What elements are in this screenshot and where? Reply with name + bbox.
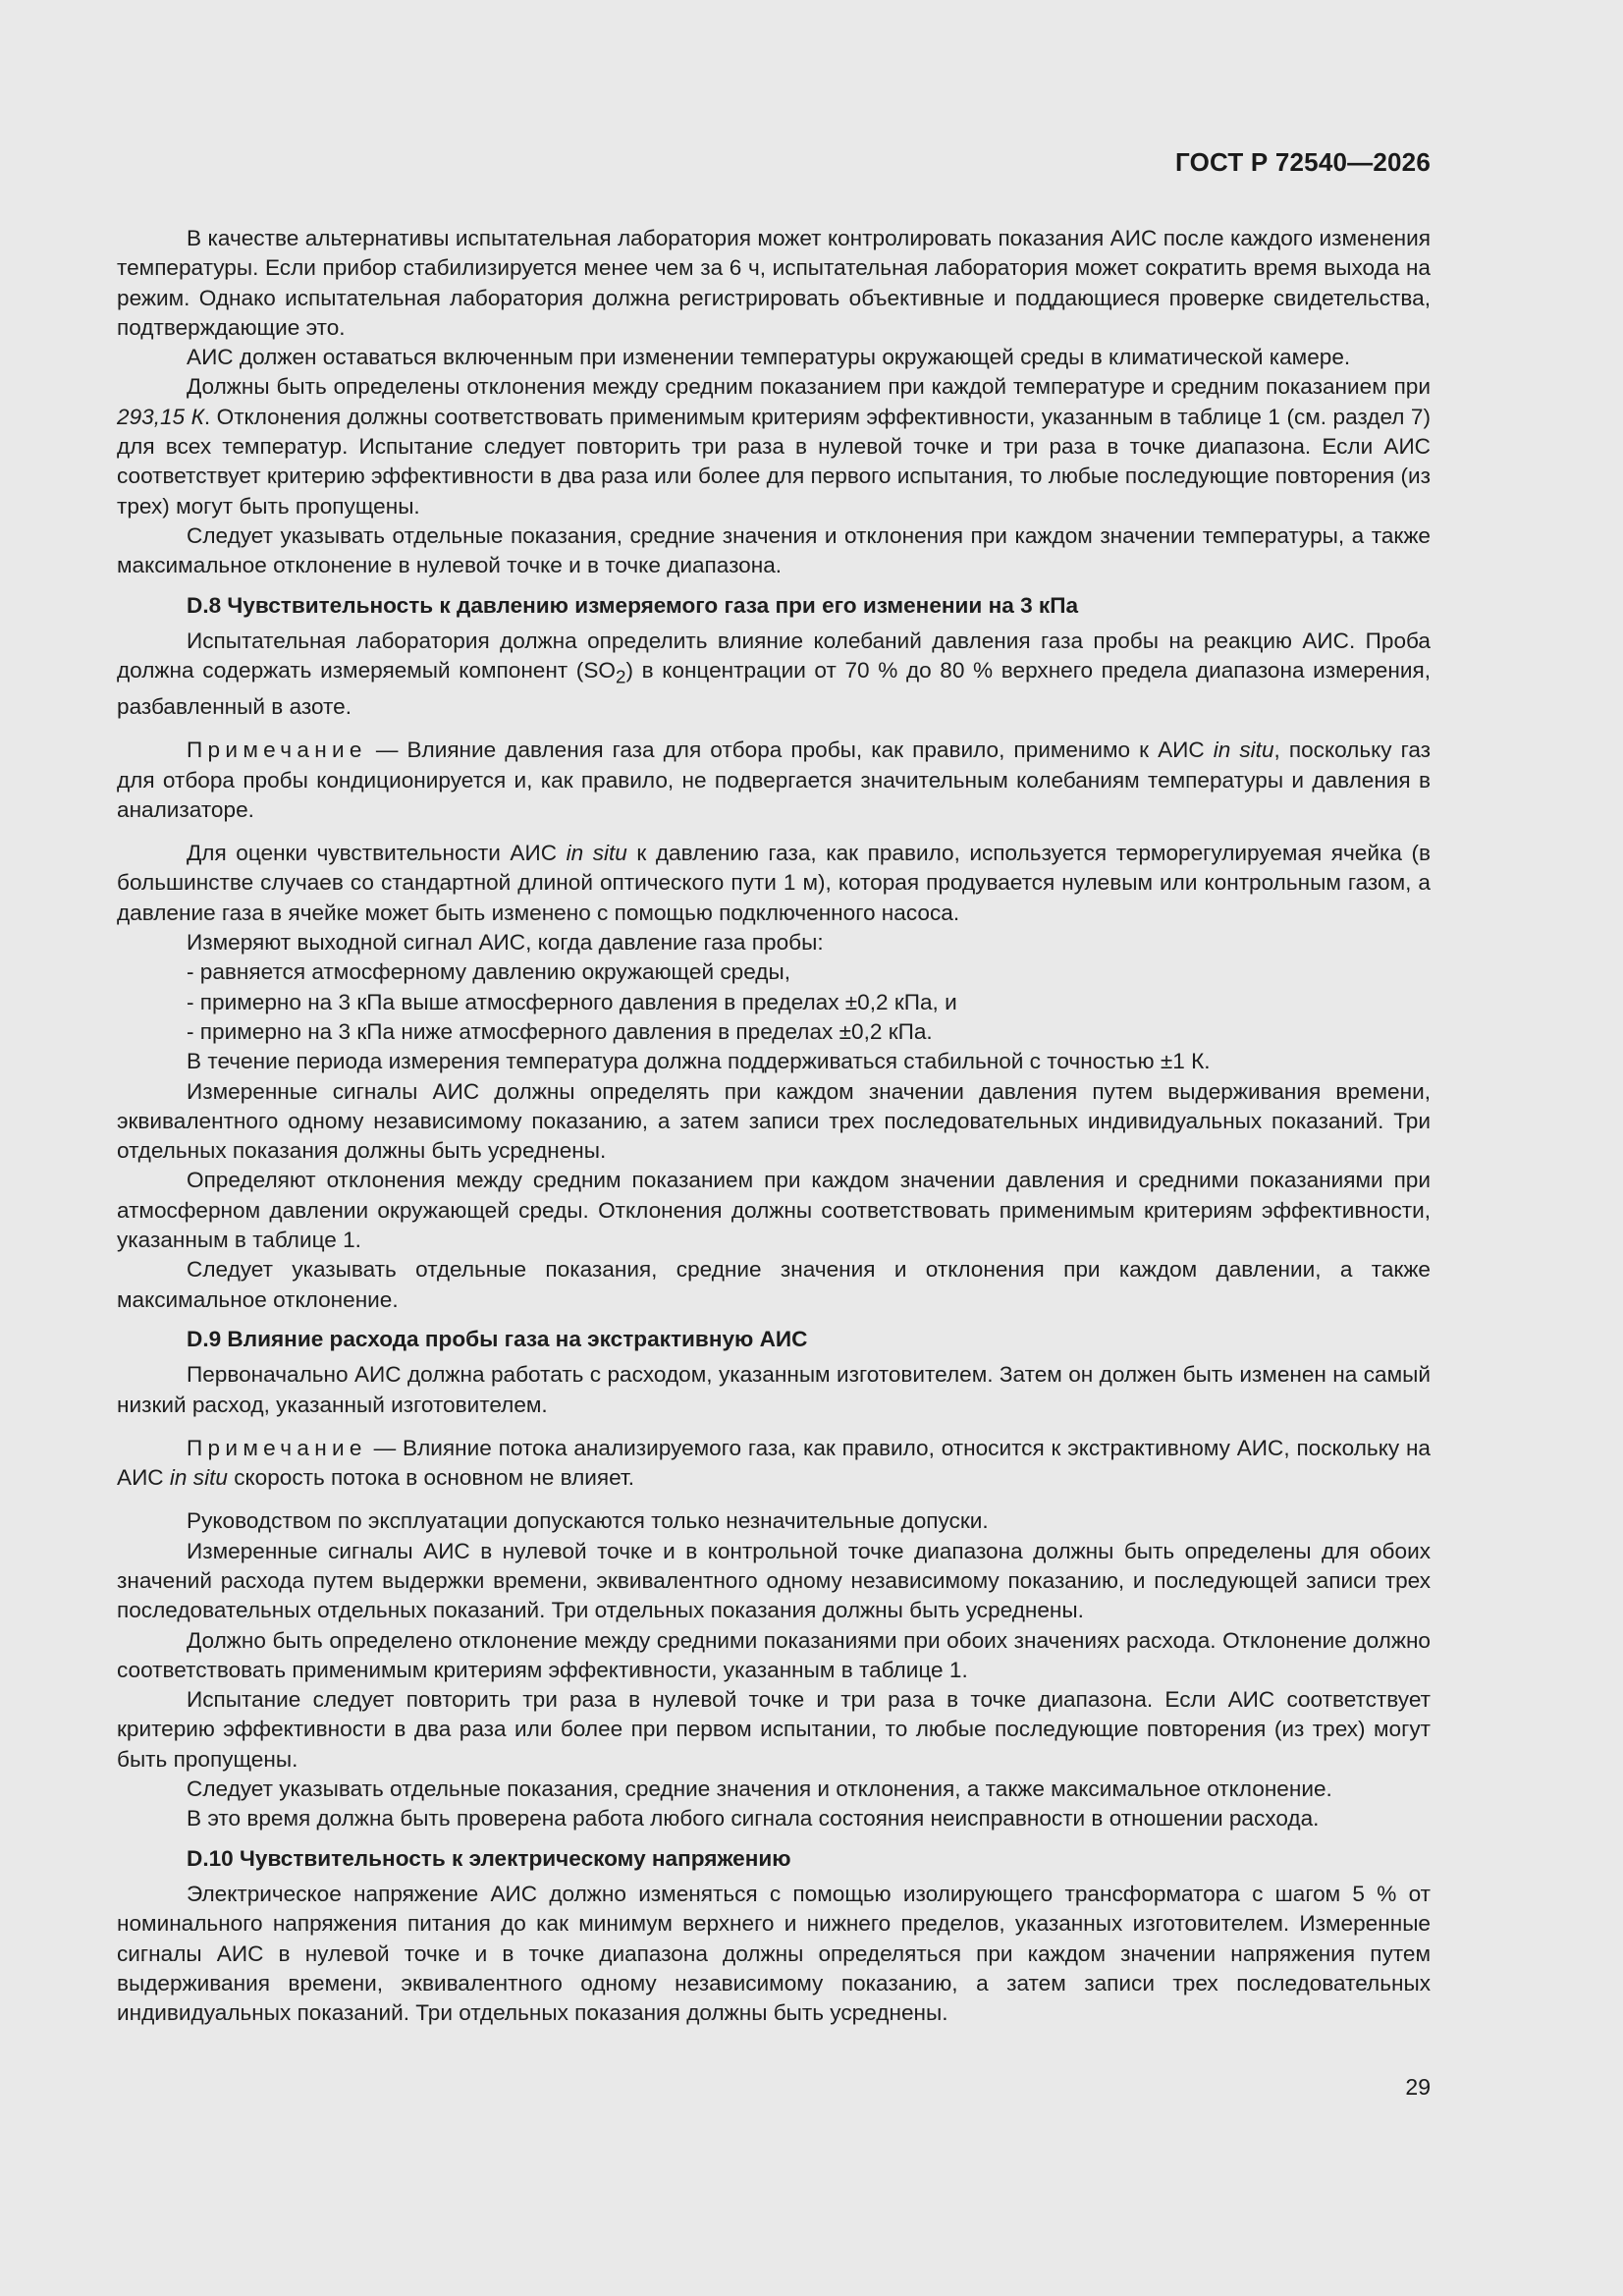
note (117, 1434, 1431, 1494)
note-label: Примечание (187, 1435, 367, 1460)
paragraph-text: . Отклонения должны соответствовать применимым критериям эффективности, указанным в таблице 1 (см. раздел 7) для всех температур. Испытание следует повторить три раза в нулевой точке и три раза в точке диапазона. Если АИС соответствует критерию эффективности в два раза или более для первого испытания, то любые последующие повторения (из трех) могут быть пропущены. (117, 404, 1432, 519)
paragraph-text: Испытательная лаборатория должна определить влияние колебаний давления газа пробы на реакцию АИС. Проба должна содержать измеряемый компонент (SO (117, 628, 1431, 683)
paragraph: Первоначально АИС должна работать с расходом, указанным изготовителем. Затем он должен быть изменен на самый низкий расход, указанный изготовителем. (117, 1362, 1431, 1417)
paragraph: В течение периода измерения температура должна поддерживаться стабильной с точностью ±1 К. (187, 1049, 1211, 1074)
note-text: — Влияние потока анализируемого газа, как правило, относится к экстрактивному АИС, поскольку на АИС (117, 1435, 1431, 1491)
italic-value: 293,15 К (117, 404, 204, 429)
document-id-header: ГОСТ Р 72540—2026 (1175, 147, 1431, 177)
italic-term: in situ (566, 841, 627, 866)
subscript: 2 (615, 666, 626, 687)
list-item: - примерно на 3 кПа выше атмосферного давления в пределах ±0,2 кПа, и (187, 989, 957, 1014)
paragraph: Следует указывать отдельные показания, средние значения и отклонения при каждом значении температуры, а также максимальное отклонение в нулевой точке и в точке диапазона. (117, 522, 1431, 578)
section-heading-d9: D.9 Влияние расхода пробы газа на экстрактивную АИС (187, 1326, 808, 1351)
page-number: 29 (1405, 2074, 1431, 2100)
paragraph (117, 627, 1431, 722)
list-item: - равняется атмосферному давлению окружающей среды, (187, 959, 790, 985)
paragraph (117, 839, 1431, 928)
paragraph-text: Для оценки чувствительности АИС (187, 841, 567, 866)
paragraph: Должно быть определено отклонение между средними показаниями при обоих значениях расхода. Отклонение должно соответствовать применимым критериям эффективности, указанным в таблице 1. (117, 1627, 1431, 1682)
paragraph: Измеряют выходной сигнал АИС, когда давление газа пробы: (187, 930, 824, 956)
note-text: , поскольку газ для отбора пробы кондиционируется и, как правило, не подвергается значительным колебаниям температуры и давления в анализаторе. (117, 738, 1431, 822)
paragraph: В качестве альтернативы испытательная лаборатория может контролировать показания АИС после каждого изменения температуры. Если прибор стабилизируется менее чем за 6 ч, испытательная лаборатория может сократить время выхода на режим. Однако испытательная лаборатория должна регистрировать объективные и поддающиеся проверке свидетельства, подтверждающие это. (117, 226, 1431, 340)
paragraph: Испытание следует повторить три раза в нулевой точке и три раза в точке диапазона. Если АИС соответствует критерию эффективности в два раза или более при первом испытании, то любые последующие повторения (из трех) могут быть пропущены. (117, 1687, 1431, 1772)
note-text: — Влияние давления газа для отбора пробы, как правило, применимо к АИС (366, 738, 1214, 763)
paragraph-text: Должны быть определены отклонения между средним показанием при каждой температуре и средним показанием при (187, 374, 1431, 400)
paragraph: Руководством по эксплуатации допускаются только незначительные допуски. (187, 1508, 989, 1534)
paragraph: Следует указывать отдельные показания, средние значения и отклонения при каждом давлении, а также максимальное отклонение. (117, 1257, 1431, 1312)
paragraph: Электрическое напряжение АИС должно изменяться с помощью изолирующего трансформатора с шагом 5 % от номинального напряжения питания до как минимум верхнего и нижнего пределов, указанных изготовителем. Измеренные сигналы АИС в нулевой точке и в точке диапазона должны определяться при каждом значении напряжения путем выдерживания времени, эквивалентного одному независимому показанию, а затем записи трех последовательных индивидуальных показаний. Три отдельных показания должны быть усреднены. (117, 1881, 1431, 2026)
paragraph (117, 372, 1431, 520)
paragraph: Определяют отклонения между средним показанием при каждом значении давления и средними показаниями при атмосферном давлении окружающей среды. Отклонения должны соответствовать применимым критериям эффективности, указанным в таблице 1. (117, 1168, 1431, 1253)
paragraph: В это время должна быть проверена работа любого сигнала состояния неисправности в отношении расхода. (187, 1806, 1320, 1831)
paragraph-text: ) в концентрации от 70 % до 80 % верхнего предела диапазона измерения, разбавленный в азоте. (117, 658, 1431, 719)
paragraph: АИС должен оставаться включенным при изменении температуры окружающей среды в климатической камере. (187, 345, 1351, 370)
page-body (117, 224, 1431, 2028)
italic-term: in situ (1213, 738, 1274, 763)
paragraph-text: к давлению газа, как правило, используется терморегулируемая ячейка (в большинстве случаев со стандартной длиной оптического пути 1 м), которая продувается нулевым или контрольным газом, а давление газа в ячейке может быть изменено с помощью подключенного насоса. (117, 841, 1431, 925)
list-item: - примерно на 3 кПа ниже атмосферного давления в пределах ±0,2 кПа. (187, 1018, 933, 1044)
note-text: скорость потока в основном не влияет. (227, 1465, 635, 1491)
note-label: Примечание (187, 738, 367, 763)
italic-term: in situ (169, 1465, 228, 1491)
note (117, 736, 1431, 825)
paragraph: Следует указывать отдельные показания, средние значения и отклонения, а также максимальное отклонение. (187, 1777, 1332, 1802)
paragraph: Измеренные сигналы АИС в нулевой точке и в контрольной точке диапазона должны быть определены для обоих значений расхода путем выдержки времени, эквивалентного одному независимому показанию, и последующей записи трех последовательных отдельных показаний. Три отдельных показания должны быть усреднены. (117, 1538, 1431, 1623)
section-heading-d10: D.10 Чувствительность к электрическому напряжению (187, 1845, 791, 1871)
paragraph: Измеренные сигналы АИС должны определять при каждом значении давления путем выдерживания времени, эквивалентного одному независимому показанию, а затем записи трех последовательных индивидуальных показаний. Три отдельных показания должны быть усреднены. (117, 1078, 1431, 1164)
section-heading-d8: D.8 Чувствительность к давлению измеряемого газа при его изменении на 3 кПа (187, 592, 1079, 618)
